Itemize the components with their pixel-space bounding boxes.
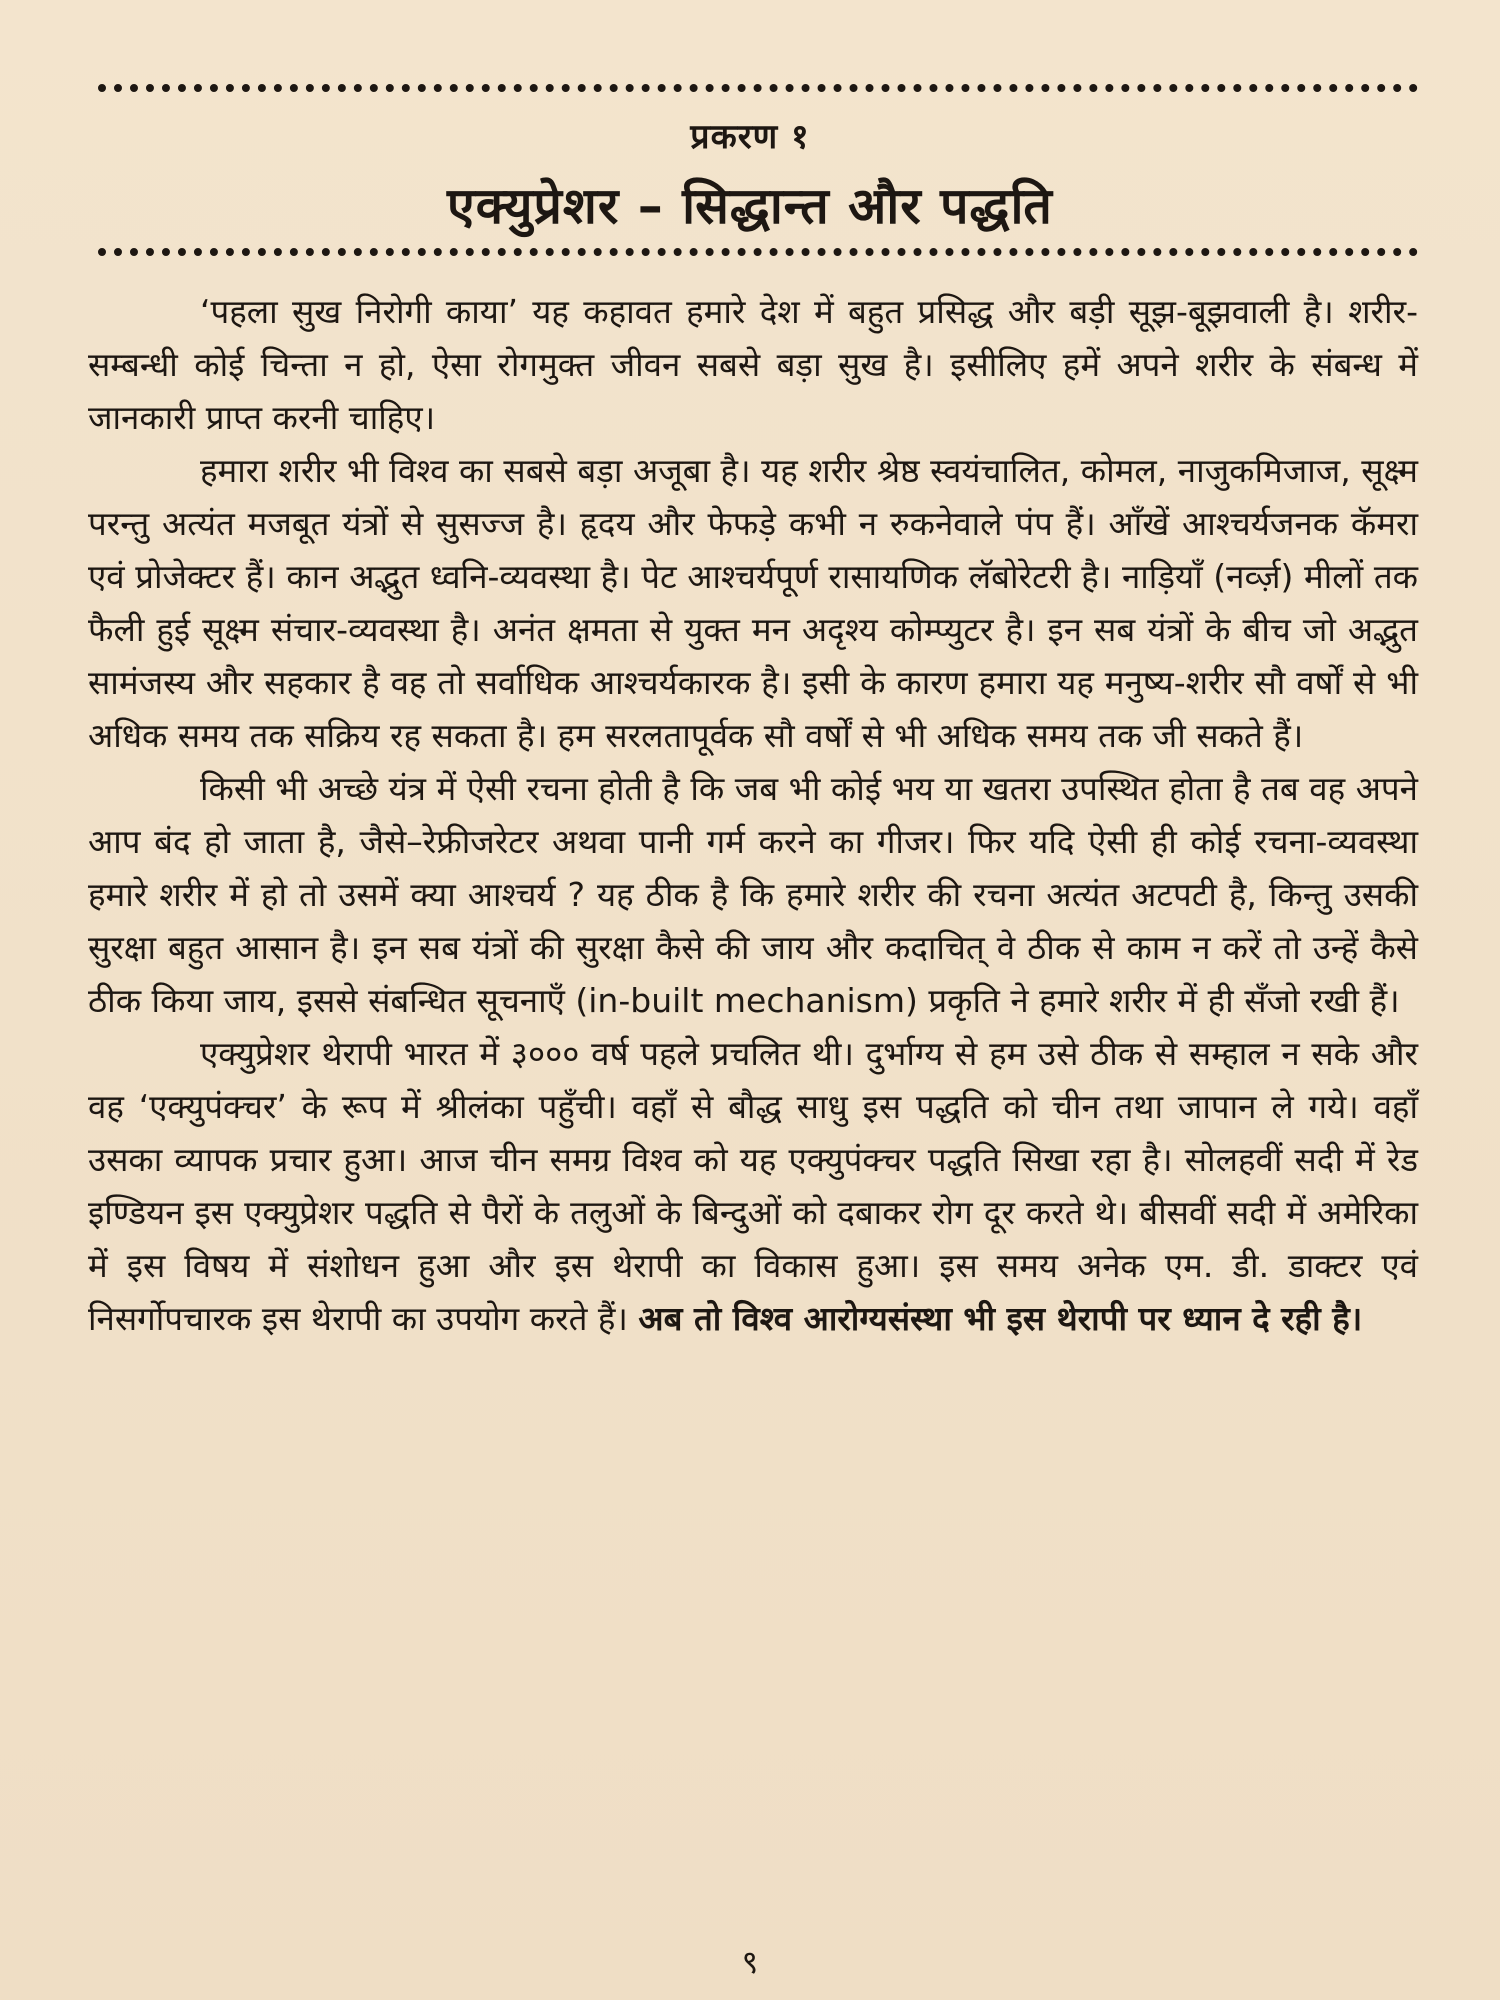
top-dotted-rule — [98, 84, 1418, 92]
paragraph-4-text: एक्युप्रेशर थेरापी भारत में ३००० वर्ष पहले प्रचलित थी। दुर्भाग्य से हम उसे ठीक से सम्हाल न सके और वह ‘एक्युपंक्चर’ के रूप में श्रीलंका पहुँची। वहाँ से बौद्ध साधु इस पद्धति को चीन तथा जापान ले गये। वहाँ उसका व्यापक प्रचार हुआ। आज चीन समग्र विश्व को यह एक्युपंक्चर पद्धति सिखा रहा है। सोलहवीं सदी में रेड इण्डियन इस एक्युप्रेशर पद्धति से पैरों के तलुओं के बिन्दुओं को दबाकर रोग दूर करते थे। बीसवीं सदी में अमेरिका में इस विषय में संशोधन हुआ और इस थेरापी का विकास हुआ। इस समय अनेक एम. डी. डाक्टर एवं निसर्गोपचारक इस थेरापी का उपयोग करते हैं। — [88, 1034, 1418, 1338]
paragraph-4-bold-closing: अब तो विश्व आरोग्यसंस्था भी इस थेरापी पर ध्यान दे रही है। — [638, 1299, 1363, 1338]
body-text — [88, 285, 1418, 1345]
paragraph-4 — [88, 1027, 1418, 1345]
page-number: ९ — [741, 1943, 759, 1981]
paragraph-3: किसी भी अच्छे यंत्र में ऐसी रचना होती है कि जब भी कोई भय या खतरा उपस्थित होता है तब वह अपने आप बंद हो जाता है, जैसे–रेफ्रीजरेटर अथवा पानी गर्म करने का गीजर। फिर यदि ऐसी ही कोई रचना-व्यवस्था हमारे शरीर में हो तो उसमें क्या आश्चर्य ? यह ठीक है कि हमारे शरीर की रचना अत्यंत अटपटी है, किन्तु उसकी सुरक्षा बहुत आसान है। इन सब यंत्रों की सुरक्षा कैसे की जाय और कदाचित् वे ठीक से काम न करें तो उन्हें कैसे ठीक किया जाय, इससे संबन्धित सूचनाएँ (in-built mechanism) प्रकृति ने हमारे शरीर में ही सँजो रखी हैं। — [88, 769, 1418, 1020]
chapter-label: प्रकरण १ — [690, 117, 810, 157]
paragraph-2: हमारा शरीर भी विश्व का सबसे बड़ा अजूबा है। यह शरीर श्रेष्ठ स्वयंचालित, कोमल, नाजुकमिजाज, सूक्ष्म परन्तु अत्यंत मजबूत यंत्रों से सुसज्ज है। हृदय और फेफड़े कभी न रुकनेवाले पंप हैं। आँखें आश्चर्यजनक कॅमरा एवं प्रोजेक्टर हैं। कान अद्भुत ध्वनि-व्यवस्था है। पेट आश्चर्यपूर्ण रासायणिक लॅबोरेटरी है। नाड़ियाँ (नर्व्ज़) मीलों तक फैली हुई सूक्ष्म संचार-व्यवस्था है। अनंत क्षमता से युक्त मन अदृश्य कोम्प्युटर है। इन सब यंत्रों के बीच जो अद्भुत सामंजस्य और सहकार है वह तो सर्वाधिक आश्चर्यकारक है। इसी के कारण हमारा यह मनुष्य-शरीर सौ वर्षों से भी अधिक समय तक सक्रिय रह सकता है। हम सरलतापूर्वक सौ वर्षों से भी अधिक समय तक जी सकते हैं। — [88, 451, 1418, 755]
bottom-dotted-rule — [98, 248, 1418, 256]
paragraph-1: ‘पहला सुख निरोगी काया’ यह कहावत हमारे देश में बहुत प्रसिद्ध और बड़ी सूझ-बूझवाली है। शरीर-सम्बन्धी कोई चिन्ता न हो, ऐसा रोगमुक्त जीवन सबसे बड़ा सुख है। इसीलिए हमें अपने शरीर के संबन्ध में जानकारी प्राप्त करनी चाहिए। — [88, 292, 1418, 437]
chapter-title: एक्युप्रेशर – सिद्धान्त और पद्धति — [447, 177, 1053, 235]
